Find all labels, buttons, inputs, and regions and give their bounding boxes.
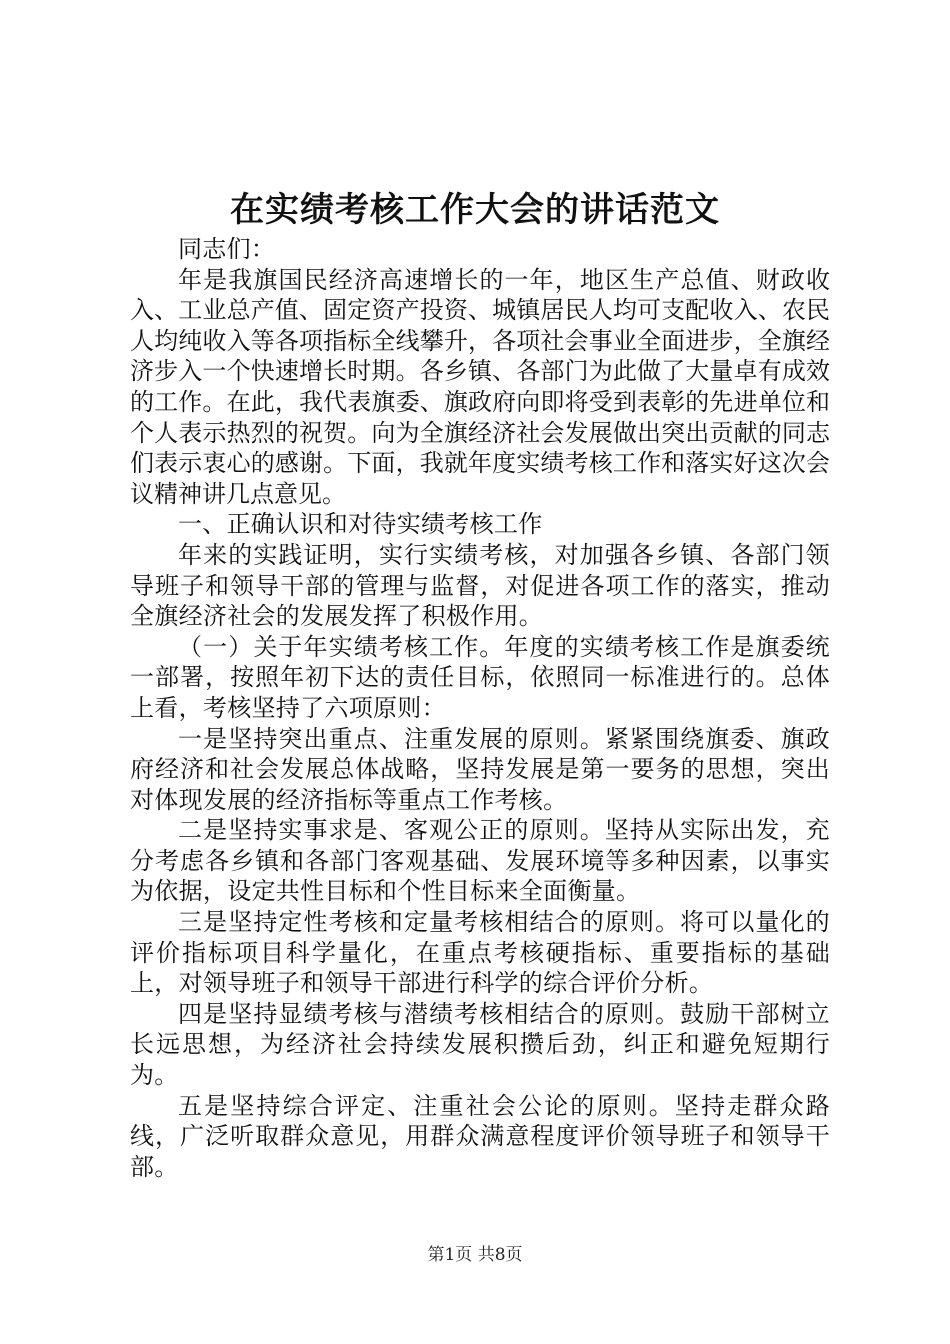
document-title: 在实绩考核工作大会的讲话范文	[230, 190, 720, 230]
principle-paragraph: 五是坚持综合评定、注重社会公论的原则。坚持走群众路线，广泛听取群众意见，用群众满意程度评价领导班子和领导干部。	[130, 1091, 830, 1181]
principle-paragraph: 三是坚持定性考核和定量考核相结合的原则。将可以量化的评价指标项目科学量化，在重点考核硬指标、重要指标的基础上，对领导班子和领导干部进行科学的综合评价分析。	[130, 908, 830, 998]
section-heading: 一、正确认识和对待实绩考核工作	[178, 510, 543, 539]
salutation: 同志们：	[178, 235, 276, 263]
principle-paragraph: 二是坚持实事求是、客观公正的原则。坚持从实际出发，充分考虑各乡镇和各部门客观基础、发展环境等多种因素，以事实为依据，设定共性目标和个性目标来全面衡量。	[130, 816, 830, 906]
page-footer: 第1页 共8页	[427, 1245, 523, 1265]
principle-paragraph: 四是坚持显绩考核与潜绩考核相结合的原则。鼓励干部树立长远思想，为经济社会持续发展积攒后劲，纠正和避免短期行为。	[130, 999, 830, 1090]
principle-paragraph: 一是坚持突出重点、注重发展的原则。紧紧围绕旗委、旗政府经济和社会发展总体战略，坚持发展是第一要务的思想，突出对体现发展的经济指标等重点工作考核。	[130, 724, 830, 814]
body-paragraph: 年是我旗国民经济高速增长的一年，地区生产总值、财政收入、工业总产值、固定资产投资、城镇居民人均可支配收入、农民人均纯收入等各项指标全线攀升，各项社会事业全面进步，全旗经济步入一个快速增长时期。各乡镇、各部门为此做了大量卓有成效的工作。在此，我代表旗委、旗政府向即将受到表彰的先进单位和个人表示热烈的祝贺。向为全旗经济社会发展做出突出贡献的同志们表示衷心的感谢。下面，我就年度实绩考核工作和落实好这次会议精神讲几点意见。	[130, 265, 830, 508]
body-paragraph: 年来的实践证明，实行实绩考核，对加强各乡镇、各部门领导班子和领导干部的管理与监督，对促进各项工作的落实，推动全旗经济社会的发展发挥了积极作用。	[130, 540, 830, 631]
body-paragraph: （一）关于年实绩考核工作。年度的实绩考核工作是旗委统一部署，按照年初下达的责任目标，依照同一标准进行的。总体上看，考核坚持了六项原则：	[130, 632, 830, 722]
document-body	[130, 234, 830, 1182]
